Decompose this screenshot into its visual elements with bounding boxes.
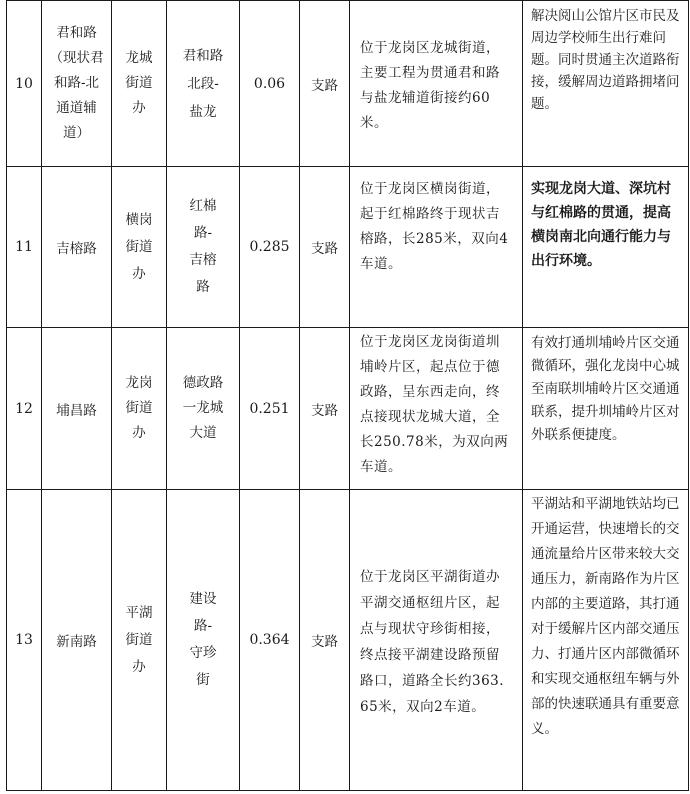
road-grade: 支路 xyxy=(300,490,350,791)
street-office: 平湖街道办 xyxy=(112,490,167,791)
project-purpose: 实现龙岗大道、深坑村与红棉路的贯通，提高横岗南北向通行能力与出行环境。 xyxy=(523,167,689,328)
table-row xyxy=(7,1,689,167)
project-description: 位于龙岗区横岗街道，起于红棉路终于现状吉榕路，长285米，双向4车道。 xyxy=(350,167,523,328)
road-section: 建设路-守珍街 xyxy=(167,490,240,791)
street-office: 横岗街道办 xyxy=(112,167,167,328)
road-section: 德政路一龙城大道 xyxy=(167,328,240,490)
road-grade: 支路 xyxy=(300,328,350,490)
road-name: 埔昌路 xyxy=(42,328,112,490)
row-number: 12 xyxy=(7,328,42,490)
street-office: 龙城街道办 xyxy=(112,1,167,167)
road-name: 新南路 xyxy=(42,490,112,791)
project-purpose: 平湖站和平湖地铁站均已开通运营，快速增长的交通流量给片区带来较大交通压力，新南路作为片区内部的主要道路，其打通对于缓解片区内部交通压力、打通片区内部微循环和实现交通枢纽车辆与外部的快速联通具有重要意义。 xyxy=(523,490,689,791)
row-number: 13 xyxy=(7,490,42,791)
project-description: 位于龙岗区龙岗街道圳埔岭片区，起点位于德政路，呈东西走向，终点接现状龙城大道，全长250.78米，为双向两车道。 xyxy=(350,328,523,490)
road-length: 0.06 xyxy=(240,1,300,167)
row-number: 10 xyxy=(7,1,42,167)
road-length: 0.251 xyxy=(240,328,300,490)
road-name: 君和路（现状君和路-北通道辅道） xyxy=(42,1,112,167)
road-section: 红棉路-吉榕路 xyxy=(167,167,240,328)
road-grade: 支路 xyxy=(300,1,350,167)
project-description: 位于龙岗区龙城街道，主要工程为贯通君和路与盐龙辅道街接约60米。 xyxy=(350,1,523,167)
project-description: 位于龙岗区平湖街道办平湖交通枢纽片区，起点与现状守珍街相接，终点接平湖建设路预留路口，道路全长约363.65米，双向2车道。 xyxy=(350,490,523,791)
street-office: 龙岗街道办 xyxy=(112,328,167,490)
project-purpose: 有效打通圳埔岭片区交通微循环，强化龙岗中心城至南联圳埔岭片区交通通联系，提升圳埔岭片区对外联系便捷度。 xyxy=(523,328,689,490)
road-length: 0.364 xyxy=(240,490,300,791)
project-purpose: 解决阅山公馆片区市民及周边学校师生出行难问题。同时贯通主次道路衔接，缓解周边道路拥堵问题。 xyxy=(523,1,689,167)
road-grade: 支路 xyxy=(300,167,350,328)
road-section: 君和路北段-盐龙 xyxy=(167,1,240,167)
table-row xyxy=(7,328,689,490)
table-row xyxy=(7,167,689,328)
table-row xyxy=(7,490,689,791)
row-number: 11 xyxy=(7,167,42,328)
road-name: 吉榕路 xyxy=(42,167,112,328)
road-length: 0.285 xyxy=(240,167,300,328)
road-project-table xyxy=(6,0,689,791)
